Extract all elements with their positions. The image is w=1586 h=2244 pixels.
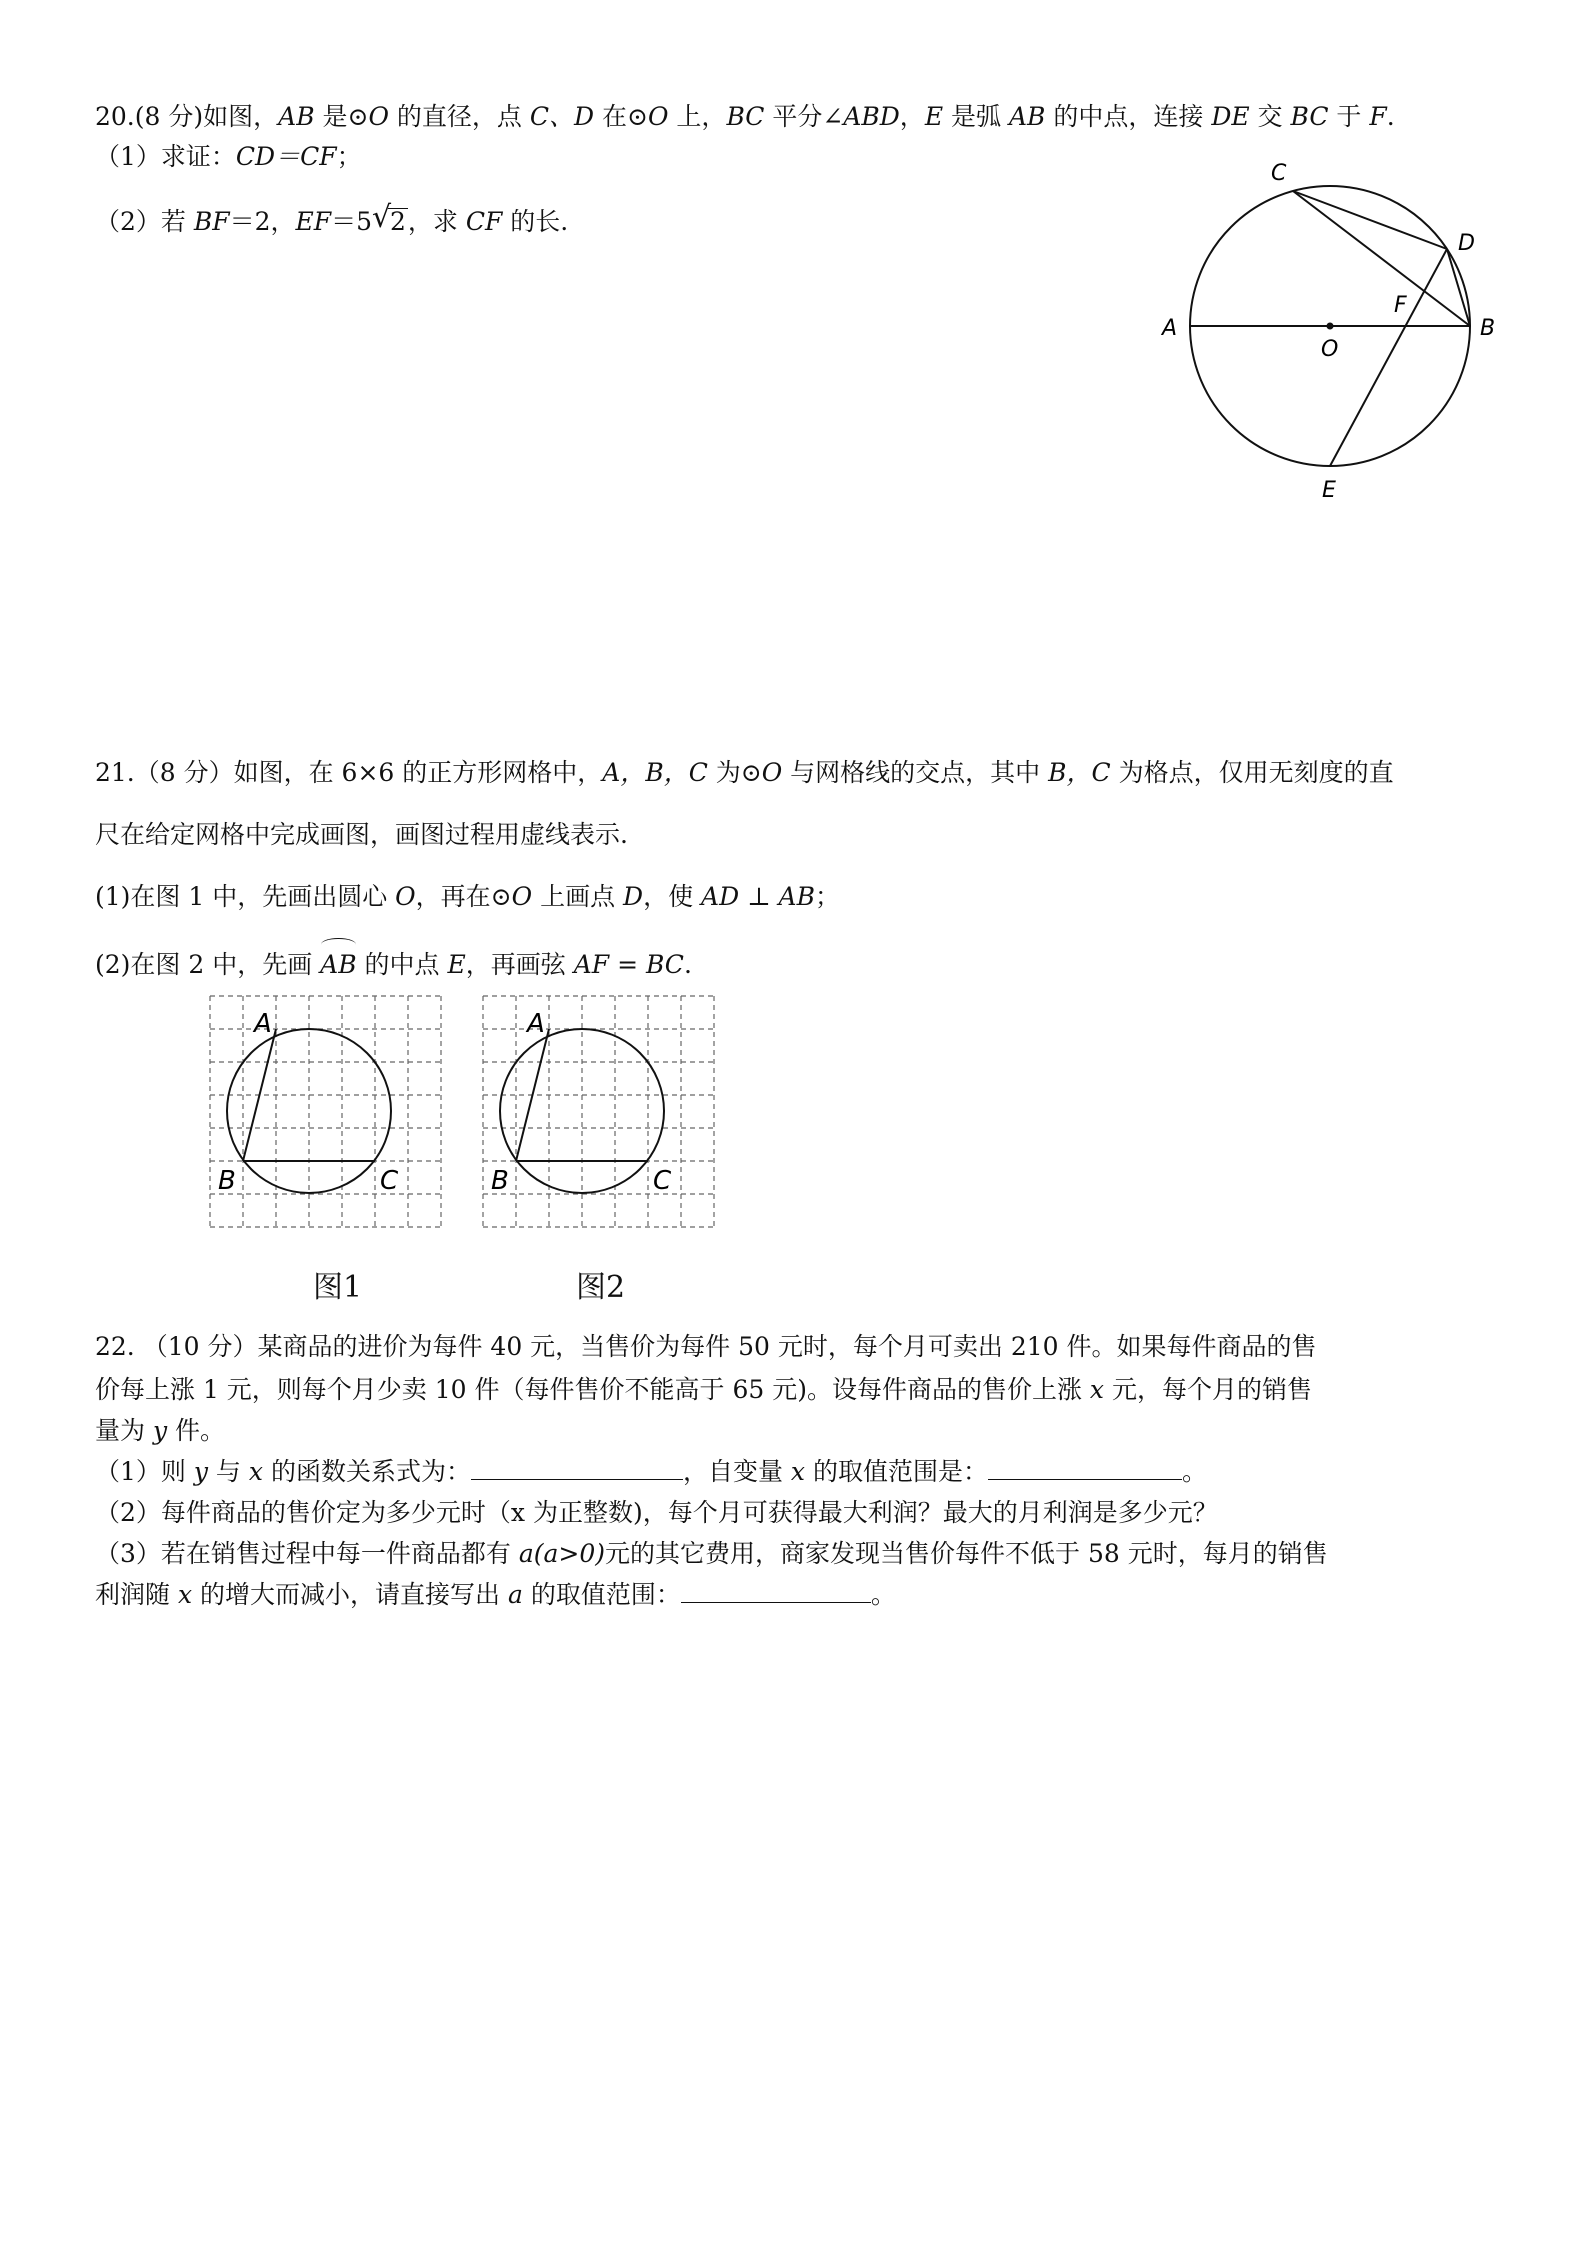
q21-stem-line1: 21.（8 分）如图，在 6×6 的正方形网格中，A，B，C 为⊙O 与网格线的交点，其中 B，C 为格点，仅用无刻度的直: [95, 758, 1394, 787]
chord-de: [1330, 249, 1447, 466]
q22-part1: （1）则 y 与 x 的函数关系式为： ，自变量 x 的取值范围是： 。: [95, 1457, 1207, 1486]
q20-part2: （2）若 BF＝2，EF＝5 √ 2，求 CF 的长.: [95, 205, 568, 239]
grid-label-b: B: [491, 1166, 509, 1196]
label-b: B: [1480, 316, 1496, 341]
grid-label-a: A: [527, 1009, 545, 1039]
q21-part2: (2)在图 2 中，先画 AB 的中点 E，再画弦 AF = BC.: [95, 944, 692, 982]
label-c: C: [1271, 161, 1287, 186]
grid-label-c: C: [380, 1166, 399, 1196]
grid-label-b: B: [218, 1166, 236, 1196]
sqrt-symbol: √ 2: [372, 200, 406, 236]
arc-ab: AB: [320, 944, 356, 982]
q22-line1: 22. （10 分）某商品的进价为每件 40 元，当售价为每件 50 元时，每个月可卖出 210 件。如果每件商品的售: [95, 1332, 1317, 1361]
q21-stem-line2: 尺在给定网格中完成画图，画图过程用虚线表示.: [95, 820, 628, 849]
grid-label-c: C: [653, 1166, 672, 1196]
q20-stem: 20.(8 分)如图，AB 是⊙O 的直径，点 C、D 在⊙O 上，BC 平分∠ABD，E 是弧 AB 的中点，连接 DE 交 BC 于 F.: [95, 102, 1395, 131]
label-e: E: [1322, 478, 1336, 503]
q22-line3: 量为 y 件。: [95, 1416, 226, 1445]
q20-part1: （1）求证：CD＝CF；: [95, 142, 362, 171]
grid-figure-1: [210, 996, 450, 1236]
grid-label-a: A: [254, 1009, 272, 1039]
answer-blank-a-range[interactable]: [681, 1578, 871, 1603]
center-dot: [1327, 323, 1334, 330]
answer-blank-domain[interactable]: [988, 1455, 1182, 1480]
label-f: F: [1394, 293, 1407, 318]
figure-1-caption: 图1: [313, 1270, 363, 1305]
label-d: D: [1458, 231, 1475, 256]
q22-part3: （3）若在销售过程中每一件商品都有 a(a>0)元的其它费用，商家发现当售价每件不低于 58 元时，每月的销售: [95, 1539, 1328, 1568]
q22-part3-cont: 利润随 x 的增大而减小，请直接写出 a 的取值范围： 。: [95, 1580, 896, 1609]
label-a: A: [1162, 316, 1178, 341]
figure-2-caption: 图2: [576, 1270, 626, 1305]
q22-part2: （2）每件商品的售价定为多少元时（x 为正整数)，每个月可获得最大利润？最大的月利润是多少元？: [95, 1498, 1218, 1527]
grid-figure-2: [483, 996, 723, 1236]
chord-cd: [1293, 191, 1447, 249]
label-o: O: [1321, 337, 1339, 362]
chord-cb: [1293, 191, 1470, 326]
q22-line2: 价每上涨 1 元，则每个月少卖 10 件（每件售价不能高于 65 元)。设每件商品的售价上涨 x 元，每个月的销售: [95, 1375, 1312, 1404]
answer-blank-function[interactable]: [471, 1455, 683, 1480]
chord-db: [1447, 249, 1470, 326]
q21-part1: (1)在图 1 中，先画出圆心 O，再在⊙O 上画点 D，使 AD ⊥ AB；: [95, 882, 840, 911]
